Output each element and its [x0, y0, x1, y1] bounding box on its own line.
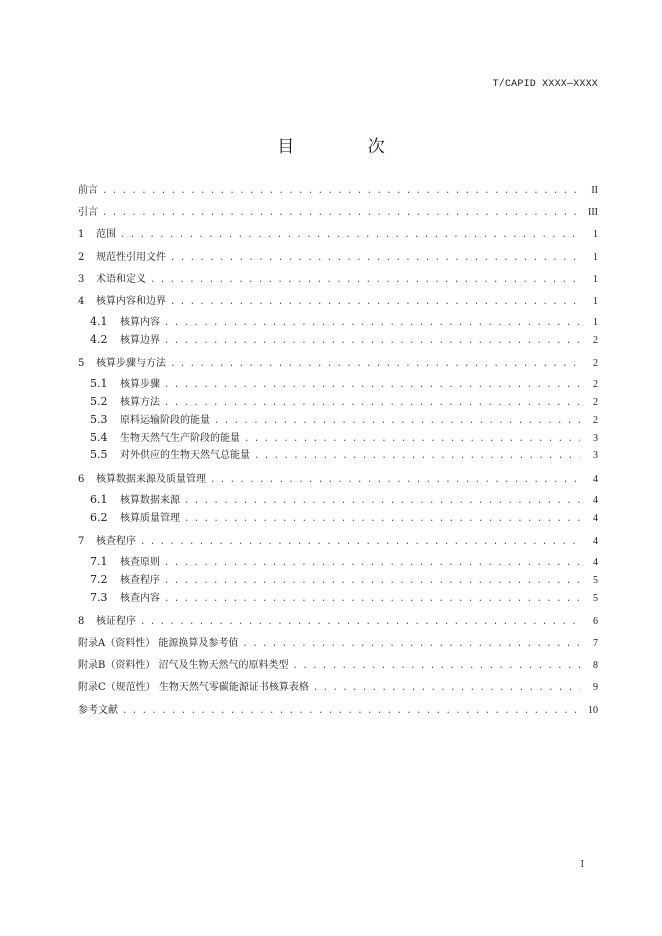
toc-entry-page: 2 [593, 358, 598, 370]
toc-entry-page: III [588, 207, 598, 219]
dot-leader [164, 555, 580, 571]
dot-leader [293, 655, 580, 677]
dot-leader [170, 247, 580, 269]
dot-leader [170, 353, 580, 375]
toc-entry-number: 2 [78, 251, 85, 263]
toc-entry-page: 1 [593, 251, 598, 263]
toc-entry-page: 5 [593, 592, 598, 604]
toc-entry[interactable] [78, 491, 598, 509]
toc-entry-page: 2 [593, 414, 598, 426]
toc-entry-number: 5.5 [90, 448, 108, 462]
toc-entry-title: 核查内容 [120, 592, 160, 604]
toc-entry-page: 4 [593, 473, 598, 485]
toc-entry[interactable] [78, 224, 598, 246]
toc-entry-title: 对外供应的生物天然气总能量 [120, 450, 250, 462]
toc-entry-title: 附录C（规范性） 生物天然气零碳能源证书核算表格 [78, 682, 309, 694]
toc-entry-number: 5.2 [90, 395, 108, 409]
toc-entry-page: 10 [588, 704, 598, 716]
toc-entry-page: 7 [593, 638, 598, 649]
toc-entry[interactable] [78, 247, 598, 269]
toc-entry[interactable] [78, 375, 598, 393]
toc-entry[interactable] [78, 331, 598, 353]
toc-entry-number: 4.1 [90, 315, 108, 329]
dot-leader [140, 611, 580, 633]
toc-entry-title: 生物天然气生产阶段的能量 [120, 432, 240, 444]
toc-entry-page: 3 [593, 450, 598, 462]
dot-leader [164, 333, 580, 351]
toc-entry-title: 规范性引用文件 [96, 251, 166, 263]
toc-entry-page: 1 [593, 317, 598, 329]
toc-entry-number: 6 [78, 473, 85, 485]
toc-entry-number: 7.1 [90, 555, 108, 569]
toc-entry-title: 核算数据来源及质量管理 [96, 473, 206, 485]
toc-entry-number: 5.1 [90, 377, 108, 391]
toc-entry-number: 6.1 [90, 492, 108, 506]
toc-entry-title: 核查原则 [120, 557, 160, 569]
page-number: I [580, 860, 584, 870]
toc-entry[interactable] [78, 269, 598, 291]
dot-leader [244, 431, 580, 447]
dot-leader [313, 677, 580, 699]
toc-entry-title: 核算边界 [120, 334, 160, 346]
toc-entry-page: 6 [593, 615, 598, 627]
dot-leader [102, 202, 580, 224]
toc-entry-title: 术语和定义 [96, 273, 146, 285]
dot-leader [170, 291, 580, 313]
toc-entry-title: 参考文献 [78, 704, 118, 716]
dot-leader [120, 224, 580, 246]
dot-leader [140, 531, 580, 553]
dot-leader [184, 493, 580, 509]
toc-entry[interactable] [78, 611, 598, 633]
toc-entry-number: 8 [78, 615, 85, 627]
toc-entry[interactable] [78, 393, 598, 411]
toc-entry-number: 7.3 [90, 590, 108, 604]
toc-entry[interactable] [78, 202, 598, 224]
toc-entry-page: 2 [593, 379, 598, 391]
document-code: T/CAPID XXXX—XXXX [492, 79, 598, 90]
toc-entry[interactable] [78, 429, 598, 447]
toc-entry-title: 附录A（资料性） 能源换算及参考值 [78, 638, 239, 649]
page-title: 目 次 [277, 137, 419, 157]
toc-entry-page: 2 [593, 397, 598, 409]
toc-entry-page: 9 [593, 682, 598, 694]
dot-leader [254, 448, 580, 466]
dot-leader [164, 377, 580, 393]
toc-entry-title: 引言 [78, 207, 98, 219]
toc-entry-title: 核查程序 [120, 574, 160, 586]
toc-entry-page: 2 [593, 334, 598, 346]
dot-leader [122, 700, 580, 722]
toc-entry[interactable] [78, 353, 598, 375]
toc-entry-page: II [591, 185, 598, 196]
toc-entry-title: 前言 [78, 185, 98, 196]
toc-entry-number: 4 [78, 295, 85, 307]
toc-entry[interactable] [78, 469, 598, 491]
toc-entry[interactable] [78, 531, 598, 553]
dot-leader [214, 413, 580, 429]
toc-entry-title: 附录B（资料性） 沼气及生物天然气的原料类型 [78, 660, 289, 672]
table-of-contents [78, 180, 598, 722]
toc-entry-number: 5 [78, 358, 85, 370]
toc-entry[interactable] [78, 571, 598, 589]
toc-entry[interactable] [78, 180, 598, 202]
toc-entry[interactable] [78, 313, 598, 331]
dot-leader [242, 633, 580, 655]
dot-leader [184, 511, 580, 529]
toc-entry-title: 核算方法 [120, 397, 160, 409]
toc-entry-title: 核算数据来源 [120, 494, 180, 506]
toc-entry[interactable] [78, 509, 598, 531]
toc-entry[interactable] [78, 589, 598, 611]
dot-leader [164, 591, 580, 609]
toc-entry[interactable] [78, 411, 598, 429]
toc-entry-number: 7 [78, 535, 85, 547]
toc-entry-page: 1 [593, 273, 598, 285]
toc-entry-title: 核证程序 [96, 615, 136, 627]
toc-entry[interactable] [78, 446, 598, 468]
toc-entry-title: 核算内容和边界 [96, 295, 166, 307]
toc-entry[interactable] [78, 291, 598, 313]
toc-entry-page: 4 [593, 557, 598, 569]
toc-entry-number: 5.4 [90, 430, 108, 444]
toc-entry-title: 范围 [96, 229, 116, 241]
dot-leader [164, 315, 580, 331]
dot-leader [210, 469, 580, 491]
dot-leader [150, 269, 580, 291]
dot-leader [102, 180, 580, 202]
toc-entry-number: 5.3 [90, 412, 108, 426]
toc-entry-page: 1 [593, 229, 598, 241]
toc-entry-title: 核算步骤 [120, 379, 160, 391]
toc-entry-number: 6.2 [90, 510, 108, 524]
toc-entry-title: 核算内容 [120, 317, 160, 329]
toc-entry-title: 核算质量管理 [120, 512, 180, 524]
toc-entry[interactable] [78, 700, 598, 722]
dot-leader [164, 395, 580, 411]
toc-entry-number: 3 [78, 273, 85, 285]
toc-entry-page: 5 [593, 574, 598, 586]
toc-entry-number: 4.2 [90, 332, 108, 346]
toc-entry[interactable] [78, 553, 598, 571]
toc-entry[interactable] [78, 633, 598, 655]
toc-entry-page: 4 [593, 512, 598, 524]
toc-entry[interactable] [78, 655, 598, 677]
toc-entry-title: 原料运输阶段的能量 [120, 414, 210, 426]
toc-entry-page: 1 [593, 295, 598, 307]
toc-entry-page: 3 [593, 432, 598, 444]
toc-entry-title: 核查程序 [96, 535, 136, 547]
dot-leader [164, 573, 580, 589]
toc-entry-page: 4 [593, 494, 598, 506]
toc-entry-number: 7.2 [90, 572, 108, 586]
toc-entry-page: 8 [593, 660, 598, 672]
toc-entry-page: 4 [593, 535, 598, 547]
toc-entry-title: 核算步骤与方法 [96, 358, 166, 370]
toc-entry-number: 1 [78, 229, 85, 241]
toc-entry[interactable] [78, 677, 598, 699]
